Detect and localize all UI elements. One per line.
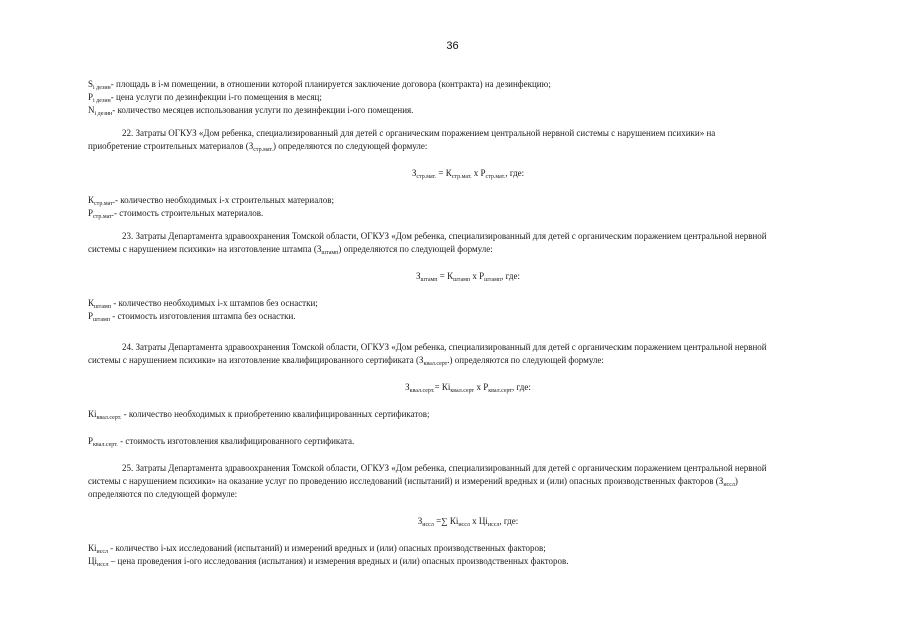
item25-formula: $З_{иссл}$ =∑ $Кi_{иссл}$ х $Цi_{иссл}$, где: xyxy=(417,516,519,528)
item25-line2: системы с нарушением психики» на оказание услуг по проведению исследований (испытаний) и измерений вредных и (или) опасных производственных факторов $(З_{иссл})$ xyxy=(88,476,738,488)
item24-def-k: $Кi_{квал.серт.}$ - количество необходимых к приобретению квалифицированных сертификатов; xyxy=(88,409,430,421)
page-number: 36 xyxy=(446,40,459,52)
definition-p-dezin: $P_{i дезин}-$ цена услуги по дезинфекции i-го помещения в месяц; xyxy=(88,92,322,104)
item24-line2: системы с нарушением психики» на изготовление квалифицированного сертификата $(З_{квал.серт}.)$ определяются по следующей формуле: xyxy=(88,355,604,367)
item25-def-k: $Кi_{иссл}$ - количество i-ых исследований (испытаний) и измерений вредных и (или) опасных производственных факторов; xyxy=(88,543,546,555)
item25-def-c: $Цi_{иссл}$ – цена проведения i-ого исследования (испытания) и измерения вредных и (или) опасных производственных факторов. xyxy=(88,556,569,568)
item23-formula: $З_{штамп} = К_{штамп}$ х $Р_{штамп}$, где: xyxy=(416,271,520,283)
item23-def-k: $К_{штамп}$ - количество необходимых i-х штампов без оснастки; xyxy=(88,298,318,310)
item23-def-p: $Р_{штамп}$ - стоимость изготовления штампа без оснастки. xyxy=(88,311,296,323)
item24-def-p: $Р_{квал.серт.}$ - стоимость изготовления квалифицированного сертификата. xyxy=(88,436,355,448)
item25-line1: 25. Затраты Департамента здравоохранения Томской области, ОГКУЗ «Дом ребенка, специализированный для детей с органическим поражением центральной нервной xyxy=(122,463,767,473)
definition-n-dezin: $N_{i дезин}-$ количество месяцев использования услуги по дезинфекции i-ого помещения. xyxy=(88,105,414,117)
item23-line1: 23. Затраты Департамента здравоохранения Томской области, ОГКУЗ «Дом ребенка, специализированный для детей с органическим поражением центральной нервной xyxy=(122,231,767,241)
item23-line2: системы с нарушением психики» на изготовление штампа $(З_{штамп})$ определяются по следующей формуле: xyxy=(88,244,493,256)
item22-def-k: $К_{стр.мат}.-$ количество необходимых i-х строительных материалов; xyxy=(88,195,335,207)
item22-def-p: $Р_{стр.мат}.-$ стоимость строительных материалов. xyxy=(88,208,264,220)
document-body xyxy=(88,78,848,568)
item24-line1: 24. Затраты Департамента здравоохранения Томской области, ОГКУЗ «Дом ребенка, специализированный для детей с органическим поражением центральной нервной xyxy=(122,342,767,352)
item22-line1: 22. Затраты ОГКУЗ «Дом ребенка, специализированный для детей с органическим поражением центральной нервной системы с нарушением психики» на xyxy=(122,128,716,138)
definition-s-dezin: $S_{i дезин}-$ площадь в i-м помещении, в отношении которой планируется заключение договора (контракта) на дезинфекцию; xyxy=(88,79,551,91)
item22-formula: $З_{стр.мат.} = К_{стр.мат.}$ х $Р_{стр.мат.}$, где: xyxy=(411,168,525,180)
item22-line2: приобретение строительных материалов $(З_{стр.мат.})$ определяются по следующей формуле: xyxy=(88,141,428,153)
item24-formula: $З_{квал.серт.}= Кi_{квал.серт}$ х $Р_{квал.серт}$, где: xyxy=(405,382,531,394)
item25-line3: определяются по следующей формуле: xyxy=(88,489,238,499)
